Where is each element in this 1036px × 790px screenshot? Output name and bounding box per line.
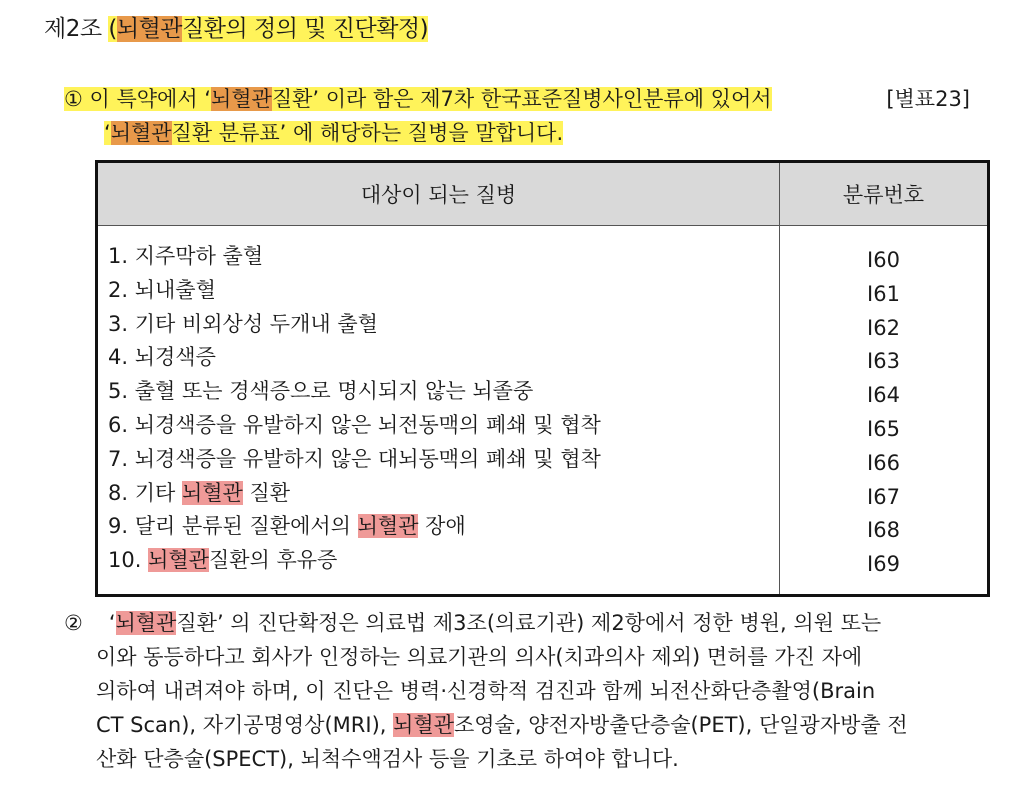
clause-2-line-5: 산화 단층술(SPECT), 뇌척수액검사 등을 기초로 하여야 합니다. [96, 747, 679, 771]
article-title [44, 12, 428, 46]
disease-classification-table [95, 160, 990, 597]
classification-code: I68 [867, 518, 900, 543]
disease-text: 출혈 또는 경색증으로 명시되지 않는 뇌졸중 [134, 379, 534, 404]
clause-1-quote: ‘ [104, 121, 111, 145]
disease-item [108, 544, 779, 578]
disease-item [108, 510, 779, 544]
clause-2-line-3: 의하여 내려져야 하며, 이 진단은 병력·신경학적 검진과 함께 뇌전산화단층촬영(Brain [96, 679, 876, 703]
clause-2-text-4b: 조영술, 양전자방출단층술(PET), 단일광자방출 전 [453, 713, 908, 737]
disease-item [108, 240, 779, 274]
clause-2 [64, 606, 1004, 776]
clause-1-line-1 [64, 82, 1004, 116]
disease-item [108, 341, 779, 375]
disease-text: 달리 분류된 질환에서의 [134, 514, 358, 539]
classification-code: I66 [867, 450, 900, 475]
disease-text-suffix: 장애 [418, 514, 466, 539]
disease-text: 뇌경색증을 유발하지 않은 뇌전동맥의 폐쇄 및 협착 [134, 412, 601, 437]
classification-code: I64 [867, 383, 900, 408]
disease-number: 5. [108, 379, 129, 404]
title-keyword-highlight: 뇌혈관 [116, 16, 183, 42]
disease-text: 뇌경색증을 유발하지 않은 대뇌동맥의 폐쇄 및 협착 [134, 446, 601, 471]
disease-item [108, 409, 779, 443]
disease-keyword-highlight: 뇌혈관 [181, 480, 243, 505]
appendix-reference: [별표23] [886, 87, 970, 111]
disease-number: 7. [108, 446, 129, 471]
disease-list [98, 226, 779, 578]
classification-code: I69 [867, 552, 900, 577]
clause-2-line-2: 이와 동등하다고 회사가 인정하는 의료기관의 의사(치과의사 제외) 면허를 가진 자에 [96, 645, 863, 669]
disease-number: 6. [108, 412, 129, 437]
header-code: 분류번호 [780, 162, 989, 226]
clause-1 [64, 82, 1004, 150]
disease-list-cell [97, 226, 780, 596]
clause-2-text-1: 질환’ 의 진단확정은 의료법 제3조(의료기관) 제2항에서 정한 병원, 의원 또는 [176, 611, 882, 635]
clause-2-marker: ② [64, 611, 83, 635]
table-header-row [97, 162, 989, 226]
disease-number: 4. [108, 345, 129, 370]
clause-2-line-4 [64, 708, 1004, 742]
clause-1-text-a: 이 특약에서 ‘ [82, 87, 211, 111]
disease-item [108, 375, 779, 409]
disease-number: 10. [108, 548, 142, 573]
title-paren-open: ( [108, 16, 117, 42]
code-list-cell [780, 226, 989, 596]
classification-code: I60 [867, 248, 900, 272]
title-highlight-block [108, 16, 428, 42]
clause-1-text-b: 질환’ 이라 함은 제7차 한국표준질병사인분류에 있어서 [271, 87, 772, 111]
disease-number: 8. [108, 480, 129, 505]
disease-item [108, 308, 779, 342]
code-list [780, 226, 987, 582]
clause-1-line-2 [64, 116, 1004, 150]
clause-1-line-2-highlight [104, 121, 563, 145]
classification-code: I65 [867, 416, 900, 441]
disease-item [108, 443, 779, 477]
disease-text-suffix: 질환의 후유증 [208, 548, 338, 573]
disease-keyword-highlight: 뇌혈관 [148, 548, 209, 573]
disease-item [108, 477, 779, 511]
disease-item [108, 274, 779, 308]
clause-2-line-1 [64, 606, 1004, 640]
clause-1-keyword: 뇌혈관 [210, 87, 272, 111]
header-disease: 대상이 되는 질병 [97, 162, 780, 226]
clause-2-keyword-1: 뇌혈관 [115, 611, 177, 635]
article-number: 제2조 [44, 16, 109, 42]
clause-2-keyword-2: 뇌혈관 [393, 713, 454, 737]
clause-2-quote: ‘ [108, 611, 116, 635]
disease-number: 1. [108, 244, 129, 268]
disease-number: 3. [108, 311, 129, 336]
classification-code: I67 [867, 484, 900, 509]
disease-text: 지주막하 출혈 [134, 244, 264, 268]
title-rest: 질환의 정의 및 진단확정) [182, 16, 429, 42]
disease-keyword-highlight: 뇌혈관 [357, 514, 419, 539]
clause-2-text-4a: CT Scan), 자기공명영상(MRI), [96, 713, 394, 737]
classification-code: I63 [867, 349, 900, 374]
disease-text: 기타 [134, 480, 182, 505]
clause-1-line-2-text: 질환 분류표’ 에 해당하는 질병을 말합니다. [171, 121, 564, 145]
clause-1-highlight [64, 87, 772, 111]
disease-text-suffix: 질환 [242, 480, 291, 505]
disease-number: 2. [108, 277, 129, 302]
classification-code: I61 [867, 281, 900, 306]
clause-1-line-2-keyword: 뇌혈관 [110, 121, 172, 145]
clause-1-marker: ① [64, 87, 83, 111]
disease-text: 뇌경색증 [134, 345, 216, 370]
disease-text: 뇌내출혈 [134, 277, 216, 302]
table-body-row [97, 226, 989, 596]
disease-text: 기타 비외상성 두개내 출혈 [134, 311, 378, 336]
disease-number: 9. [108, 514, 129, 539]
classification-code: I62 [867, 315, 900, 340]
